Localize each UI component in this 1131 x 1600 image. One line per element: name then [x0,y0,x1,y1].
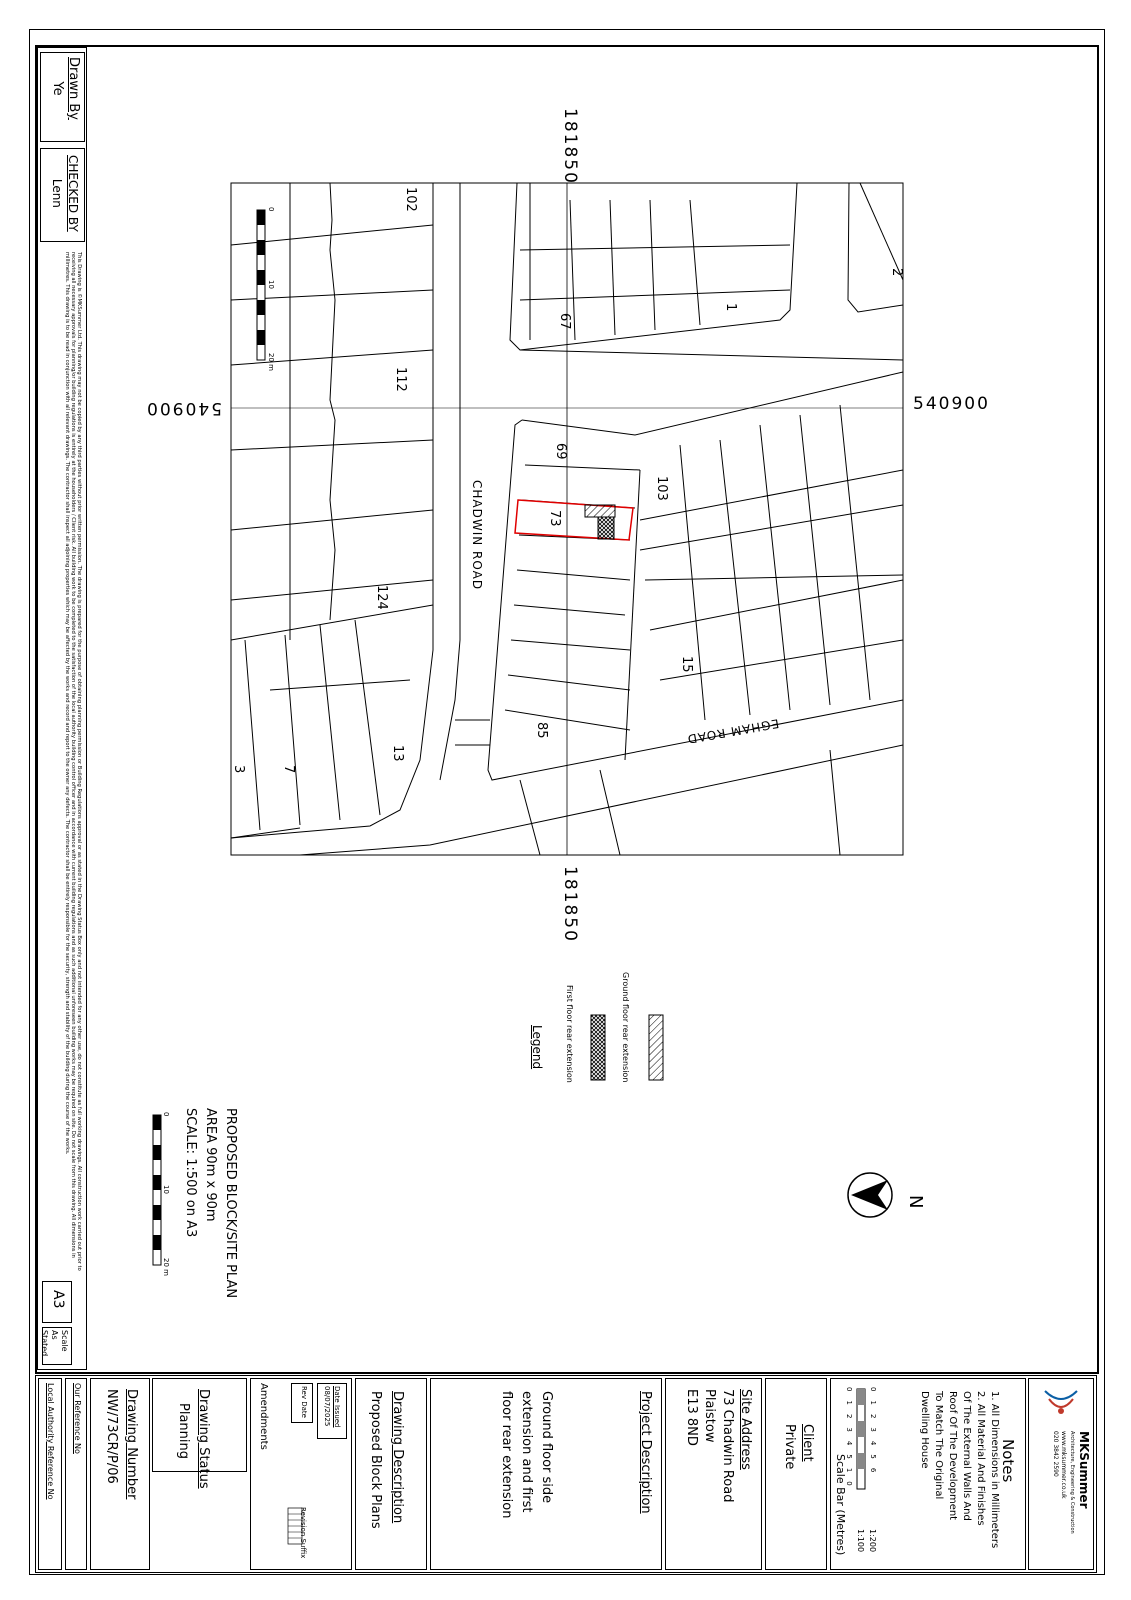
easting-label-top: 181850 [560,108,580,185]
local-authority-box [38,1378,62,1570]
house-15: 15 [679,656,694,673]
date-issued-box [317,1383,347,1439]
notes-box [830,1378,1026,1570]
disclaimer-text: This Drawing is ©MKSummer Ltd. This drawing may not be copied by any third parties without prior written permission. The drawing is prepared for the purpose of obtaining planning permission or Building Regulations approval or as stated in the Drawing Status Box only and not intended for any other use, do not constitute as full working drawings. All construction work carried out prior to receiving all necessary approvals for planning/or building regulations is entirely at the householders / Client risk. All building work to be completed to the satisfaction of the local authority building control officer and in accordance with current building regulations and as such additional unforeseen building works may be required on site. Do not scale from this drawing. All dimensions in millimetres. This drawing is to be read in conjunction with all relevant drawings. The contractor shall inspect all adjoining properties which may be affected by the works and record and report to the owner any defects. The contractor shall be entirely responsible for the security, strength and stability of the building during the course of the works. [63,252,82,1271]
house-73: 73 [547,510,562,527]
company-tagline: Architecture, Engineering & Construction [1069,1431,1075,1534]
drawing-status-label: Drawing Status [196,1389,211,1489]
company-logo-icon [1041,1385,1081,1425]
house-13: 13 [390,745,405,762]
address-line: 73 Chadwin Road [720,1389,735,1503]
amendments-label: Amendments [258,1383,269,1450]
north-label: N [905,1195,926,1209]
note-line: 2. All Material And Finishes [975,1391,986,1526]
local-authority-label: Local Authority Reference No [46,1383,55,1500]
client-label: Client [800,1424,815,1462]
drawn-by-box [40,52,85,142]
plan-scalebar-tick-0: 0 [162,1112,170,1117]
house-69: 69 [553,443,568,460]
drawing-description-value: Proposed Block Plans [368,1391,383,1529]
client-info [780,1424,816,1469]
our-reference-label: Our Reference No [73,1383,82,1454]
map-scalebar-tick-0: 0 [267,207,275,212]
drawn-by-value: Ye [50,81,65,96]
project-description-label: Project Description [638,1391,653,1514]
map-scalebar-tick-20: 20 m [267,353,275,371]
plan-area: AREA 90m x 90m [203,1108,218,1222]
house-103: 103 [654,476,669,501]
scale-bar-ticks-bottom: 01234510 [845,1387,853,1495]
legend-title: Legend [530,1025,544,1070]
drawing-description-label: Drawing Description [390,1391,405,1524]
plan-scale: SCALE: 1:500 on A3 [183,1108,198,1238]
house-7: 7 [281,765,296,774]
our-reference-box [65,1378,87,1570]
road-chadwin: CHADWIN ROAD [470,480,484,591]
plan-title: PROPOSED BLOCK/SITE PLAN [223,1108,238,1299]
drawing-number-box [90,1378,150,1570]
drawing-status-box [152,1378,247,1489]
scale-ratio-bottom: 1:100 [856,1529,865,1553]
checked-by-box [40,148,85,242]
company-name: MKSummer [1077,1431,1091,1509]
road-egham: EGHAM ROAD [685,716,780,747]
house-67: 67 [557,313,572,330]
note-line: Dwelling House [919,1391,930,1469]
revision-suffix-grid [287,1507,305,1545]
rev-date-box [291,1383,313,1423]
drawing-status-value: Planning [176,1403,191,1459]
map-scalebar-tick-10: 10 [267,280,275,289]
plan-info [180,1108,240,1298]
house-102: 102 [403,187,418,212]
note-line: 1. All Dimensions in Millimeters [989,1391,1000,1549]
drawing-number-label: Drawing Number [124,1389,139,1500]
address-line: Plaistow [702,1389,717,1443]
note-line: To Match The Original [933,1391,944,1500]
note-line: Of The External Walls And [961,1391,972,1521]
house-112: 112 [393,367,408,392]
drawing-number [101,1389,141,1499]
checked-by-label: CHECKED BY [66,155,80,232]
drawn-by-label: Drawn By [66,57,81,120]
date-issued-label: Date Issued [333,1386,341,1428]
drawing-description-box [355,1378,427,1570]
northing-label-left: 540900 [145,398,222,418]
drawing-status [173,1389,213,1489]
revision-suffix-label: Revision Suffix [299,1507,307,1559]
house-3: 3 [231,765,246,774]
house-2: 2 [889,268,904,277]
paper-size: A3 [50,1290,66,1309]
site-address-box [665,1378,762,1570]
company-website: www.mksummer.co.uk [1060,1431,1067,1499]
northing-label-right: 540900 [913,394,990,414]
scale-note: Scale As Stated [40,1330,69,1357]
site-address-label: Site Address [738,1389,753,1470]
notes-title: Notes [999,1439,1017,1483]
drawing-description [364,1391,408,1529]
drawing-number-value: NW/73CR/P/06 [104,1389,119,1484]
notes-body [917,1391,1001,1548]
date-issued-value: 08/07/2025 [323,1386,331,1427]
project-description-box [430,1378,662,1570]
house-1: 1 [723,303,738,312]
legend-first-label: First floor rear extension [565,985,574,1083]
plan-scalebar-tick-20: 20 m [162,1258,170,1276]
address-line: E13 8ND [684,1389,699,1446]
scale-note-box [42,1327,72,1365]
easting-label-bottom: 181850 [560,866,580,943]
project-description-text: Ground floor side extension and first floor rear extension [499,1391,554,1519]
client-value: Private [782,1424,797,1470]
checked-by-value: Lenn [50,178,64,208]
amendments-box [250,1378,352,1570]
logo-box [1028,1378,1094,1570]
rev-date-label: Rev Date [300,1386,308,1418]
legend-ground-label: Ground floor rear extension [621,972,630,1083]
scale-ratio-top: 1:200 [868,1529,877,1553]
house-85: 85 [534,722,549,739]
company-phone: 020 3842 2590 [1052,1431,1059,1477]
note-line: Roof Of The Development [947,1391,958,1521]
house-124: 124 [374,585,389,610]
site-address [682,1389,754,1502]
paper-size-box [42,1281,72,1323]
plan-scalebar-tick-10: 10 [162,1185,170,1194]
scale-bar-ticks-top: 0123456 [869,1387,877,1482]
scale-bar-label: Scale Bar (Metres) [834,1454,847,1556]
client-box [765,1378,827,1570]
